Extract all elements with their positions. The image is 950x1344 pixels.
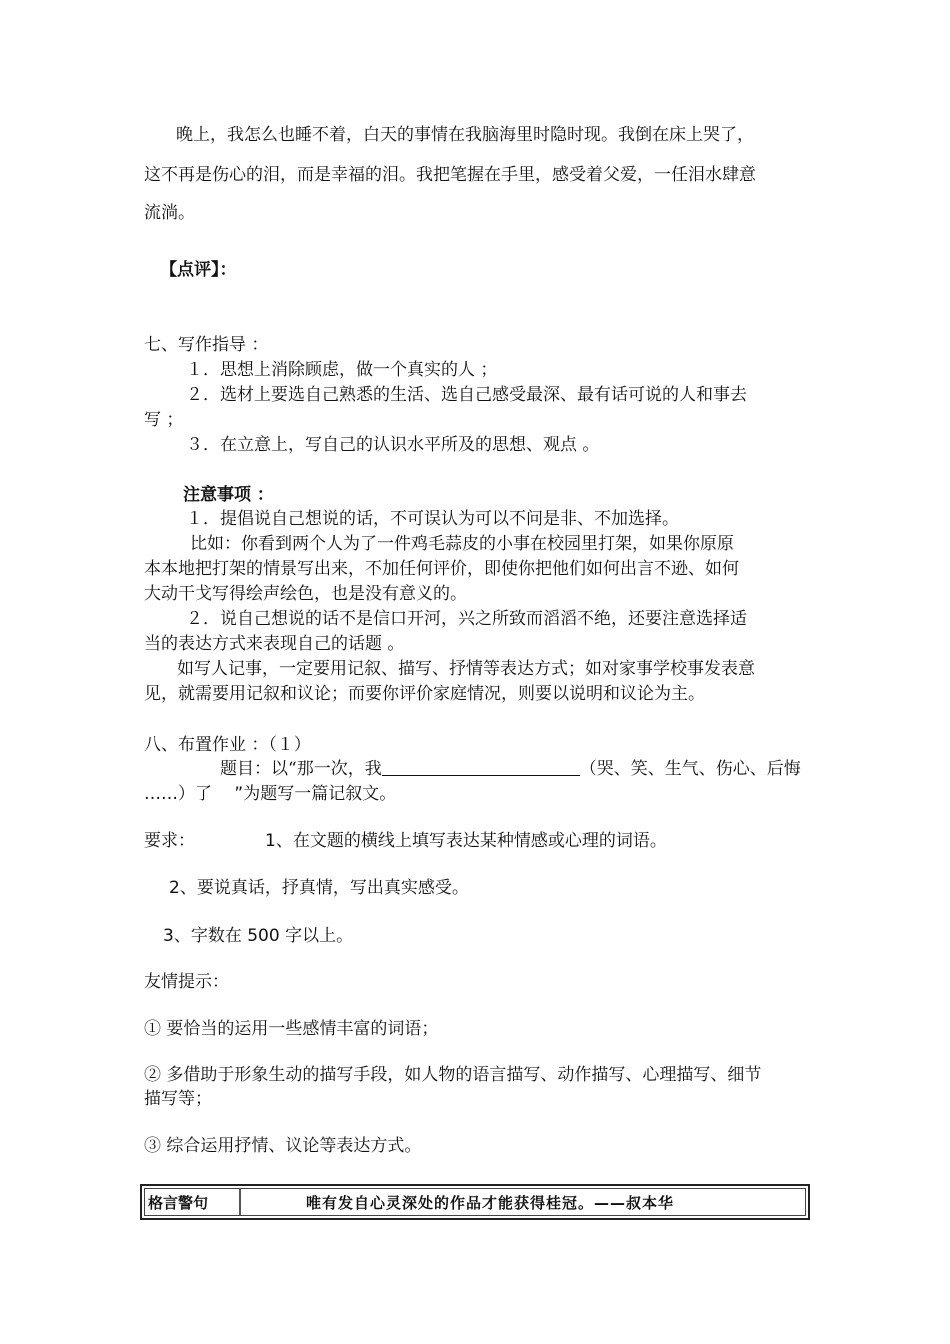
homework-heading: 八、布置作业 ：（１） — [144, 735, 311, 755]
motto-label: 格言警句 — [148, 1194, 209, 1212]
tip-1: ① 要恰当的运用一些感情丰富的词语； — [144, 1019, 439, 1039]
requirements-label: 要求： — [144, 831, 195, 851]
homework-title-line-2: ……）了 ”为题写一篇记叙文。 — [144, 784, 397, 804]
homework-title-prefix: 题目：以“那一次，我 — [220, 759, 382, 779]
notes-paragraph-line-1: 如写人记事，一定要用记叙、描写、抒情等表达方式；如对家事学校事发表意 — [177, 659, 755, 679]
notes-item-2-line-1: ２．说自己想说的话不是信口开河，兴之所致而滔滔不绝，还要注意选择适 — [186, 609, 747, 629]
comment-label: 【点评】： — [160, 260, 237, 280]
notes-paragraph-line-2: 见，就需要用记叙和议论；而要你评价家庭情况，则要以说明和议论为主。 — [144, 684, 705, 704]
requirement-2: 2、要说真话，抒真情，写出真实感受。 — [169, 878, 469, 898]
motto-text: 唯有发自心灵深处的作品才能获得桂冠。——叔本华 — [306, 1194, 675, 1212]
tip-3: ③ 综合运用抒情、议论等表达方式。 — [144, 1136, 422, 1156]
requirement-1: 1、在文题的横线上填写表达某种情感或心理的词语。 — [265, 831, 667, 851]
guide-item-1: １．思想上消除顾虑，做一个真实的人 ； — [186, 360, 498, 380]
notes-example-line-3: 大动干戈写得绘声绘色，也是没有意义的。 — [144, 584, 467, 604]
notes-item-2-line-2: 当的表达方式来表现自己的话题 。 — [144, 634, 405, 654]
guide-item-2-line-1: ２．选材上要选自己熟悉的生活、选自己感受最深、最有话可说的人和事去 — [186, 385, 747, 405]
guide-item-3: ３．在立意上，写自己的认识水平所及的思想、观点 。 — [186, 435, 600, 455]
motto-box — [140, 1184, 810, 1220]
requirement-3: 3、字数在 500 字以上。 — [163, 926, 354, 946]
guide-item-2-line-2: 写 ； — [144, 410, 184, 430]
notes-example-line-1: 比如：你看到两个人为了一件鸡毛蒜皮的小事在校园里打架，如果你原原 — [190, 534, 734, 554]
notes-heading: 注意事项 ： — [183, 485, 274, 505]
homework-title-blank — [382, 757, 580, 776]
guide-heading: 七、写作指导 ： — [144, 335, 269, 355]
homework-title-suffix: （哭、笑、生气、伤心、后悔 — [579, 759, 801, 779]
motto-divider — [239, 1189, 241, 1215]
story-line-3: 流淌。 — [144, 203, 195, 223]
tip-2-line-2: 描写等； — [144, 1089, 212, 1109]
tip-2-line-1: ② 多借助于形象生动的描写手段，如人物的语言描写、动作描写、心理描写、细节 — [144, 1065, 762, 1085]
homework-title-line-1 — [220, 757, 801, 781]
notes-example-line-2: 本本地把打架的情景写出来，不加任何评价，即使你把他们如何出言不逊、如何 — [144, 559, 739, 579]
story-line-1: 晚上，我怎么也睡不着，白天的事情在我脑海里时隐时现。我倒在床上哭了， — [176, 125, 754, 145]
story-line-2: 这不再是伤心的泪，而是幸福的泪。我把笔握在手里，感受着父爱，一任泪水肆意 — [144, 165, 756, 185]
notes-item-1: １．提倡说自己想说的话，不可误认为可以不问是非、不加选择。 — [186, 509, 679, 529]
tips-label: 友情提示： — [144, 972, 229, 992]
